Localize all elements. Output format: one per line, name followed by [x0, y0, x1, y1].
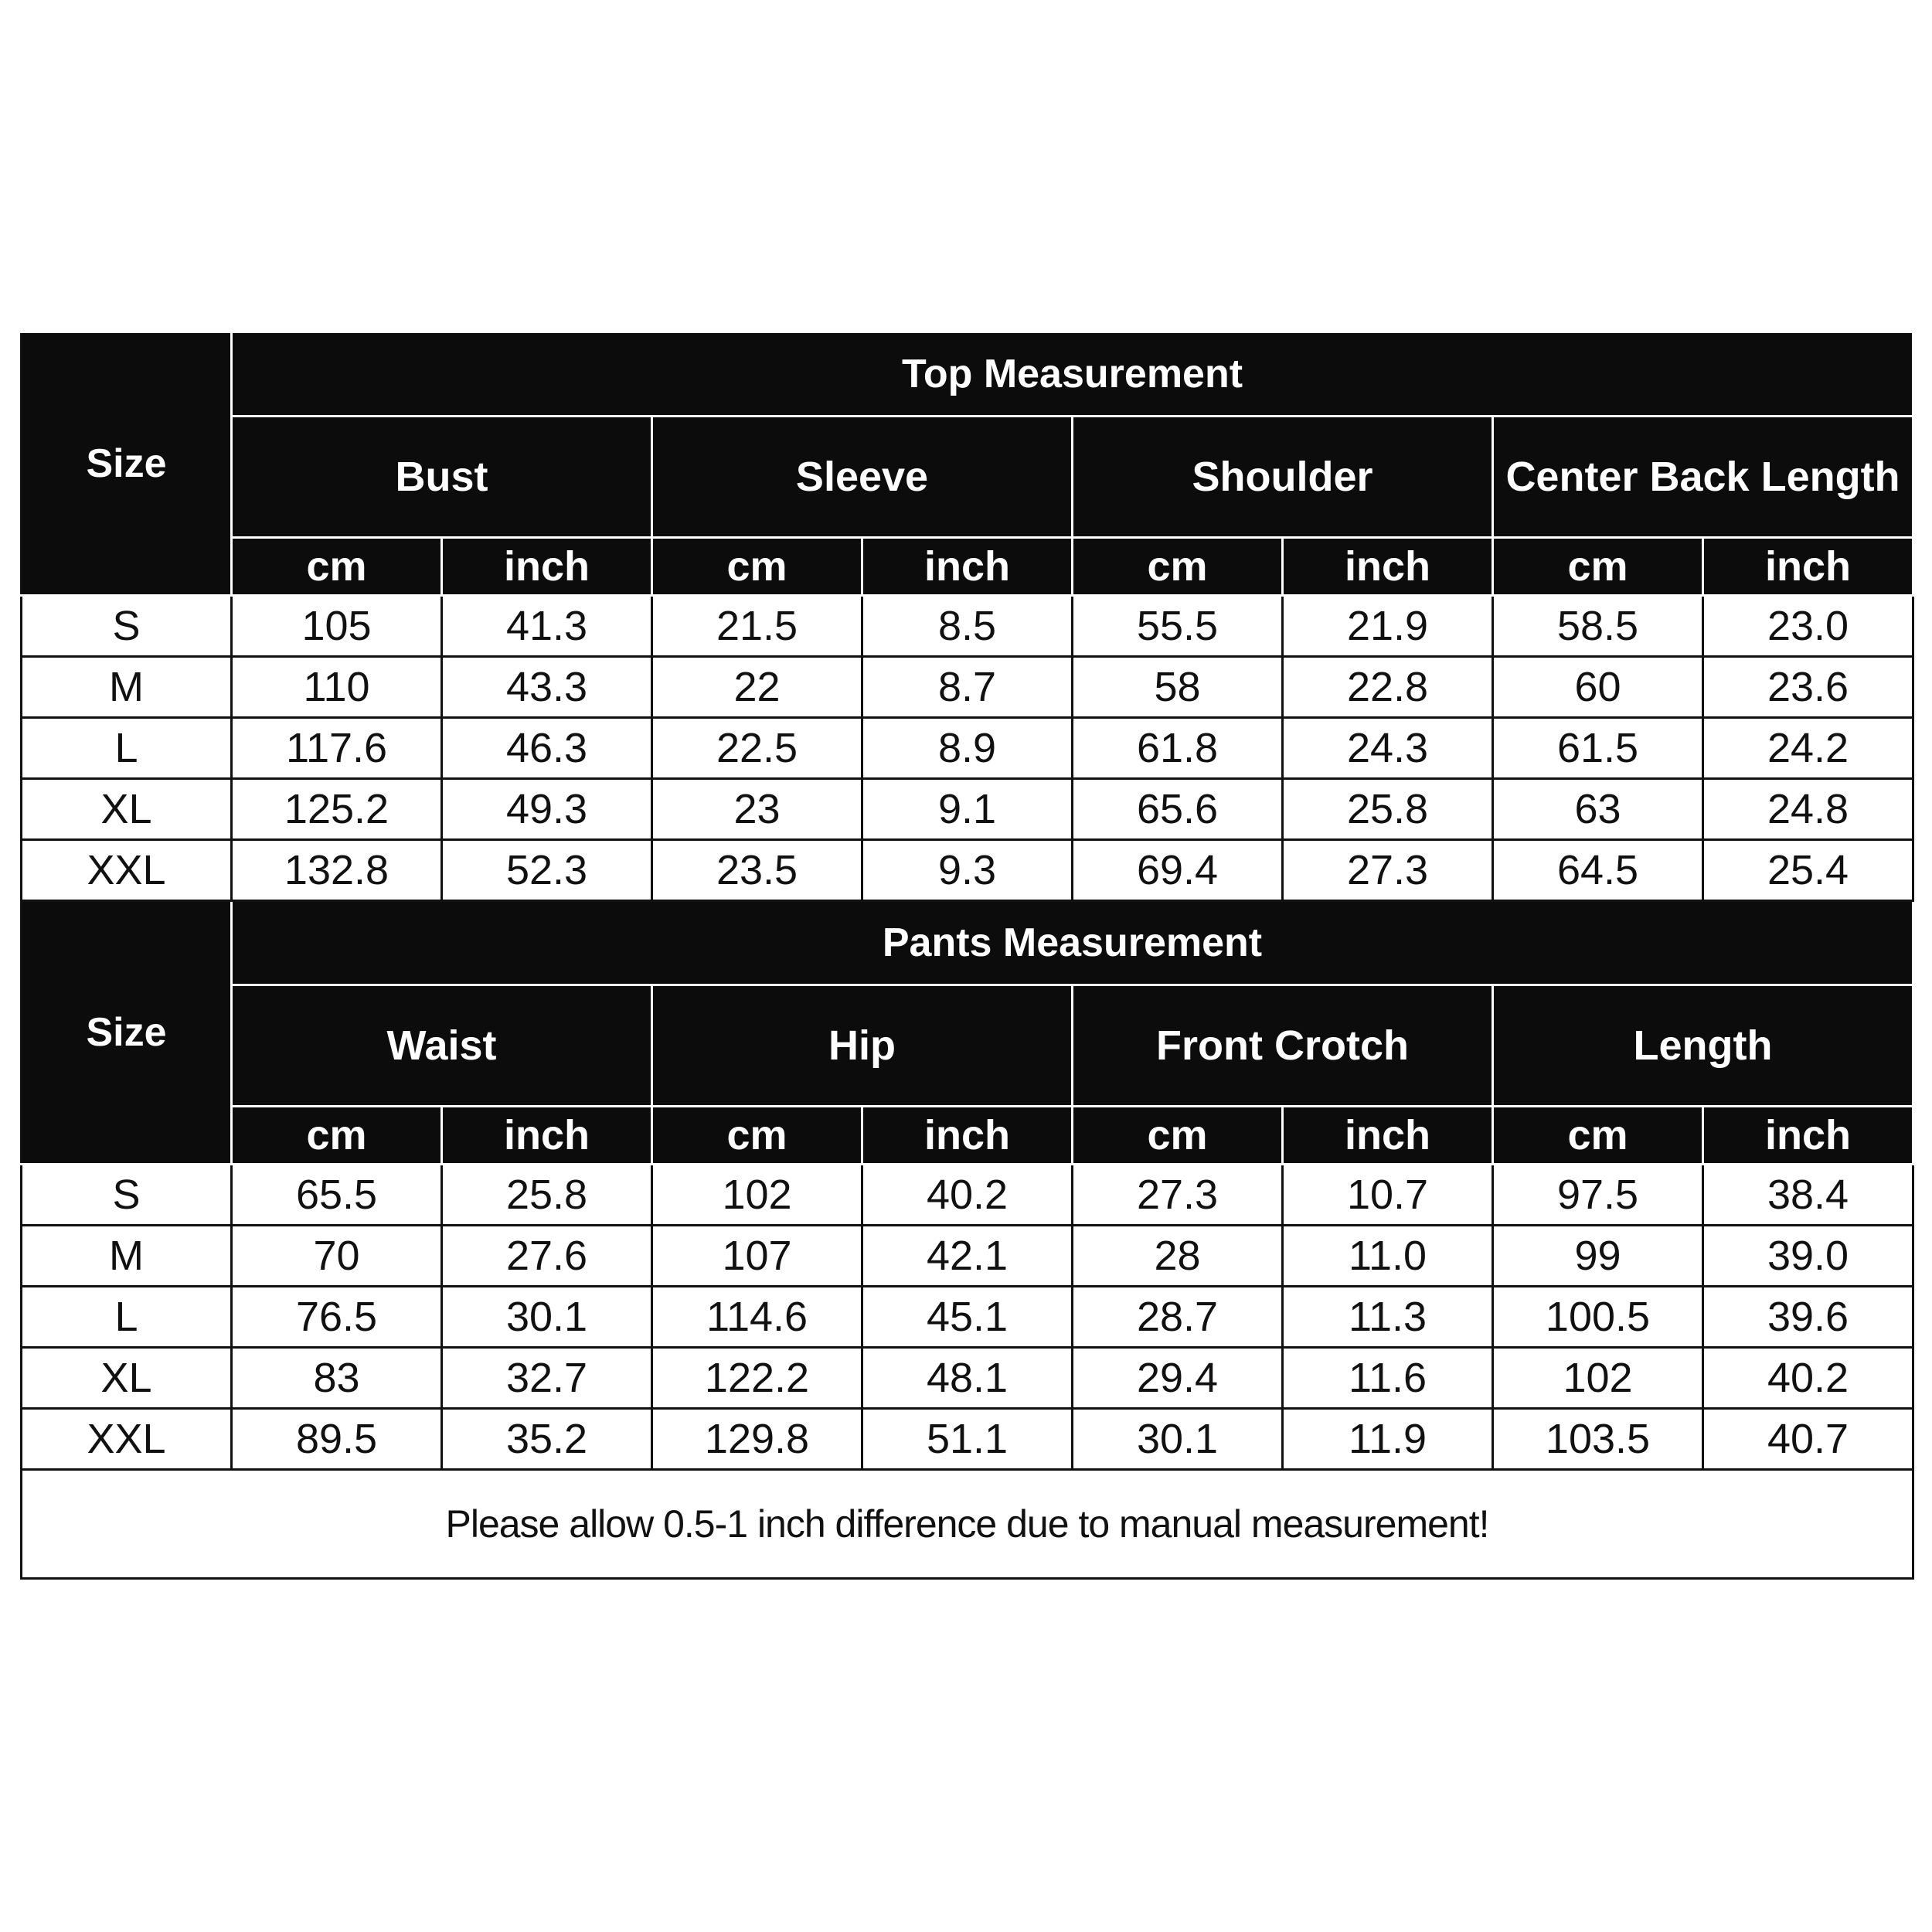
value-cell: 107	[652, 1226, 862, 1287]
pants-row-xxl	[22, 1409, 1913, 1470]
value-cell: 61.8	[1073, 718, 1283, 779]
value-cell: 105	[232, 596, 442, 657]
value-cell: 8.9	[862, 718, 1073, 779]
value-cell: 11.6	[1283, 1348, 1493, 1409]
size-cell: M	[22, 1226, 232, 1287]
unit-cell: cm	[1493, 538, 1703, 596]
group-length: Length	[1493, 985, 1913, 1107]
measurement-note: Please allow 0.5-1 inch difference due to manual measurement!	[22, 1470, 1913, 1579]
value-cell: 30.1	[1073, 1409, 1283, 1470]
value-cell: 28.7	[1073, 1287, 1283, 1348]
size-chart-body	[22, 332, 1913, 1579]
value-cell: 83	[232, 1348, 442, 1409]
value-cell: 25.8	[1283, 779, 1493, 840]
size-cell: XL	[22, 779, 232, 840]
value-cell: 64.5	[1493, 840, 1703, 901]
unit-cell: cm	[1073, 1107, 1283, 1165]
group-hip: Hip	[652, 985, 1073, 1107]
group-front-crotch: Front Crotch	[1073, 985, 1493, 1107]
pants-title-row	[22, 901, 1913, 985]
value-cell: 102	[652, 1165, 862, 1226]
value-cell: 32.7	[442, 1348, 652, 1409]
pants-row-l	[22, 1287, 1913, 1348]
value-cell: 23.5	[652, 840, 862, 901]
value-cell: 100.5	[1493, 1287, 1703, 1348]
value-cell: 129.8	[652, 1409, 862, 1470]
value-cell: 103.5	[1493, 1409, 1703, 1470]
group-shoulder: Shoulder	[1073, 417, 1493, 538]
pants-measurement-title: Pants Measurement	[232, 901, 1913, 985]
size-cell: XXL	[22, 840, 232, 901]
value-cell: 99	[1493, 1226, 1703, 1287]
value-cell: 24.2	[1703, 718, 1913, 779]
top-unit-row	[22, 538, 1913, 596]
value-cell: 114.6	[652, 1287, 862, 1348]
value-cell: 60	[1493, 657, 1703, 718]
top-row-xl	[22, 779, 1913, 840]
unit-cell: inch	[862, 538, 1073, 596]
pants-group-row	[22, 985, 1913, 1107]
size-cell: L	[22, 1287, 232, 1348]
note-row	[22, 1470, 1913, 1579]
top-group-row	[22, 417, 1913, 538]
value-cell: 21.5	[652, 596, 862, 657]
value-cell: 45.1	[862, 1287, 1073, 1348]
size-chart-table	[20, 331, 1914, 1580]
top-row-m	[22, 657, 1913, 718]
pants-size-header: Size	[22, 901, 232, 1165]
value-cell: 65.6	[1073, 779, 1283, 840]
value-cell: 58.5	[1493, 596, 1703, 657]
value-cell: 49.3	[442, 779, 652, 840]
value-cell: 25.8	[442, 1165, 652, 1226]
size-cell: M	[22, 657, 232, 718]
unit-cell: cm	[1073, 538, 1283, 596]
value-cell: 21.9	[1283, 596, 1493, 657]
value-cell: 70	[232, 1226, 442, 1287]
top-size-header: Size	[22, 332, 232, 596]
value-cell: 43.3	[442, 657, 652, 718]
value-cell: 52.3	[442, 840, 652, 901]
unit-cell: inch	[442, 538, 652, 596]
value-cell: 22.8	[1283, 657, 1493, 718]
value-cell: 22	[652, 657, 862, 718]
value-cell: 76.5	[232, 1287, 442, 1348]
value-cell: 9.3	[862, 840, 1073, 901]
value-cell: 22.5	[652, 718, 862, 779]
group-center-back-length: Center Back Length	[1493, 417, 1913, 538]
value-cell: 27.3	[1073, 1165, 1283, 1226]
value-cell: 110	[232, 657, 442, 718]
value-cell: 29.4	[1073, 1348, 1283, 1409]
top-title-row	[22, 332, 1913, 417]
value-cell: 117.6	[232, 718, 442, 779]
value-cell: 97.5	[1493, 1165, 1703, 1226]
unit-cell: cm	[232, 1107, 442, 1165]
unit-cell: inch	[862, 1107, 1073, 1165]
value-cell: 24.3	[1283, 718, 1493, 779]
value-cell: 8.5	[862, 596, 1073, 657]
value-cell: 30.1	[442, 1287, 652, 1348]
top-row-xxl	[22, 840, 1913, 901]
size-cell: L	[22, 718, 232, 779]
top-row-s	[22, 596, 1913, 657]
group-waist: Waist	[232, 985, 652, 1107]
value-cell: 28	[1073, 1226, 1283, 1287]
value-cell: 61.5	[1493, 718, 1703, 779]
value-cell: 11.0	[1283, 1226, 1493, 1287]
top-measurement-title: Top Measurement	[232, 332, 1913, 417]
value-cell: 122.2	[652, 1348, 862, 1409]
pants-row-s	[22, 1165, 1913, 1226]
unit-cell: inch	[1283, 1107, 1493, 1165]
unit-cell: inch	[1703, 538, 1913, 596]
unit-cell: inch	[1283, 538, 1493, 596]
size-cell: XL	[22, 1348, 232, 1409]
value-cell: 23.0	[1703, 596, 1913, 657]
group-bust: Bust	[232, 417, 652, 538]
value-cell: 35.2	[442, 1409, 652, 1470]
value-cell: 65.5	[232, 1165, 442, 1226]
value-cell: 39.6	[1703, 1287, 1913, 1348]
unit-cell: cm	[1493, 1107, 1703, 1165]
value-cell: 27.6	[442, 1226, 652, 1287]
value-cell: 41.3	[442, 596, 652, 657]
value-cell: 39.0	[1703, 1226, 1913, 1287]
unit-cell: cm	[652, 538, 862, 596]
size-cell: S	[22, 1165, 232, 1226]
pants-row-m	[22, 1226, 1913, 1287]
value-cell: 11.3	[1283, 1287, 1493, 1348]
value-cell: 27.3	[1283, 840, 1493, 901]
value-cell: 48.1	[862, 1348, 1073, 1409]
value-cell: 40.2	[1703, 1348, 1913, 1409]
value-cell: 9.1	[862, 779, 1073, 840]
value-cell: 8.7	[862, 657, 1073, 718]
unit-cell: cm	[232, 538, 442, 596]
unit-cell: inch	[442, 1107, 652, 1165]
value-cell: 102	[1493, 1348, 1703, 1409]
unit-cell: inch	[1703, 1107, 1913, 1165]
size-cell: XXL	[22, 1409, 232, 1470]
value-cell: 132.8	[232, 840, 442, 901]
value-cell: 38.4	[1703, 1165, 1913, 1226]
value-cell: 11.9	[1283, 1409, 1493, 1470]
pants-unit-row	[22, 1107, 1913, 1165]
size-cell: S	[22, 596, 232, 657]
value-cell: 42.1	[862, 1226, 1073, 1287]
value-cell: 40.2	[862, 1165, 1073, 1226]
value-cell: 125.2	[232, 779, 442, 840]
value-cell: 46.3	[442, 718, 652, 779]
value-cell: 55.5	[1073, 596, 1283, 657]
value-cell: 23	[652, 779, 862, 840]
value-cell: 40.7	[1703, 1409, 1913, 1470]
group-sleeve: Sleeve	[652, 417, 1073, 538]
value-cell: 63	[1493, 779, 1703, 840]
value-cell: 10.7	[1283, 1165, 1493, 1226]
value-cell: 58	[1073, 657, 1283, 718]
pants-row-xl	[22, 1348, 1913, 1409]
value-cell: 23.6	[1703, 657, 1913, 718]
value-cell: 69.4	[1073, 840, 1283, 901]
top-row-l	[22, 718, 1913, 779]
value-cell: 89.5	[232, 1409, 442, 1470]
unit-cell: cm	[652, 1107, 862, 1165]
value-cell: 51.1	[862, 1409, 1073, 1470]
value-cell: 24.8	[1703, 779, 1913, 840]
value-cell: 25.4	[1703, 840, 1913, 901]
